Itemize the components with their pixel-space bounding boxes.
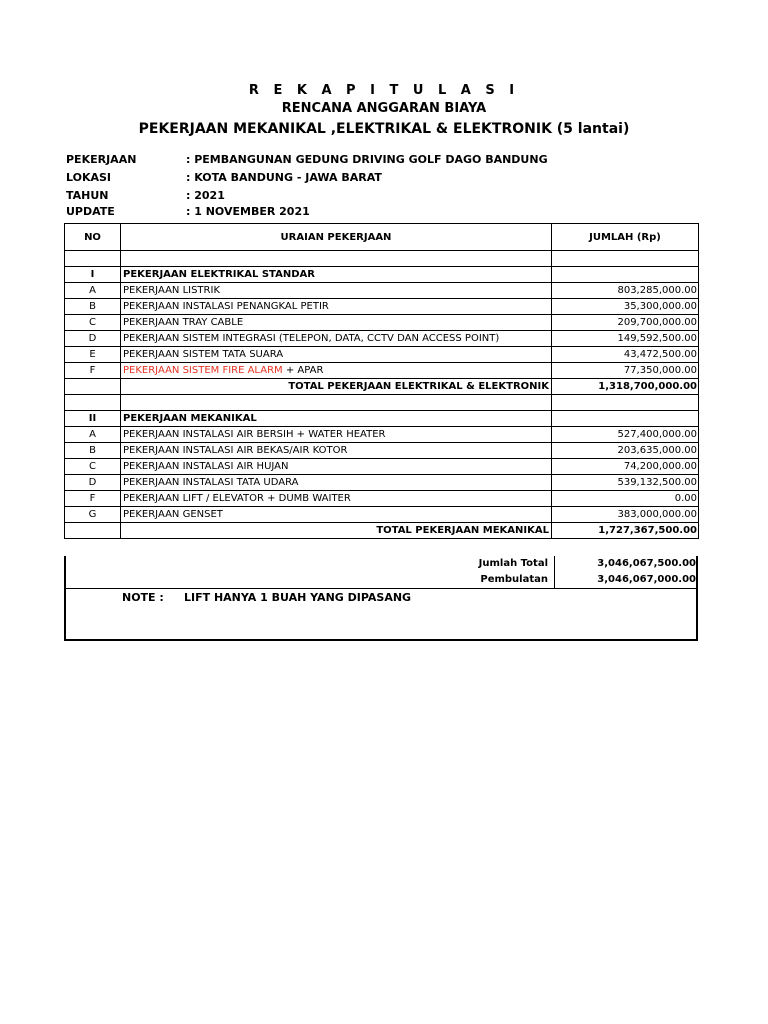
- doc-title-scope: PEKERJAAN MEKANIKAL ,ELEKTRIKAL & ELEKTRONIK (5 lantai): [138, 121, 630, 137]
- info-label: UPDATE: [66, 205, 115, 218]
- table-row: [65, 315, 699, 331]
- row-desc: PEKERJAAN LISTRIK: [121, 283, 552, 299]
- summary-row-pembulatan: [66, 572, 696, 588]
- row-no: C: [65, 315, 121, 331]
- table-header-row: [65, 224, 699, 251]
- row-desc-rest: + APAR: [282, 365, 324, 376]
- doc-title-rab: RENCANA ANGGARAN BIAYA: [281, 101, 487, 116]
- pembulatan-label: Pembulatan: [480, 574, 548, 585]
- table-row: [65, 475, 699, 491]
- note-text: LIFT HANYA 1 BUAH YANG DIPASANG: [184, 591, 412, 604]
- table-row: [65, 491, 699, 507]
- table-row: [65, 443, 699, 459]
- section-title: PEKERJAAN MEKANIKAL: [121, 411, 552, 427]
- row-amount: 527,400,000.00: [552, 427, 699, 443]
- row-no: E: [65, 347, 121, 363]
- row-desc: PEKERJAAN INSTALASI AIR BEKAS/AIR KOTOR: [121, 443, 552, 459]
- table-row: [65, 283, 699, 299]
- table-row: [65, 347, 699, 363]
- total-label: TOTAL PEKERJAAN MEKANIKAL: [121, 523, 552, 539]
- section-row-elektrikal: [65, 267, 699, 283]
- info-value: : PEMBANGUNAN GEDUNG DRIVING GOLF DAGO BANDUNG: [186, 153, 548, 166]
- row-amount: 383,000,000.00: [552, 507, 699, 523]
- summary-box: [64, 556, 698, 589]
- row-amount: 74,200,000.00: [552, 459, 699, 475]
- row-no: D: [65, 331, 121, 347]
- total-row-mekanikal: [65, 523, 699, 539]
- row-amount: 203,635,000.00: [552, 443, 699, 459]
- section-no: II: [65, 411, 121, 427]
- row-amount: 149,592,500.00: [552, 331, 699, 347]
- rab-table: [64, 223, 699, 539]
- row-no: B: [65, 443, 121, 459]
- row-desc-highlight: PEKERJAAN SISTEM FIRE ALARM: [123, 365, 283, 376]
- row-desc: PEKERJAAN INSTALASI PENANGKAL PETIR: [121, 299, 552, 315]
- total-row-elektrikal: [65, 379, 699, 395]
- row-desc: PEKERJAAN SISTEM INTEGRASI (TELEPON, DATA, CCTV DAN ACCESS POINT): [121, 331, 552, 347]
- row-no: F: [65, 363, 121, 379]
- table-row-fire-alarm: [65, 363, 699, 379]
- row-amount: 539,132,500.00: [552, 475, 699, 491]
- row-desc: PEKERJAAN SISTEM TATA SUARA: [121, 347, 552, 363]
- pembulatan-amount: 3,046,067,000.00: [597, 574, 696, 585]
- spacer-row: [65, 251, 699, 267]
- row-no: B: [65, 299, 121, 315]
- info-label: LOKASI: [66, 171, 112, 184]
- doc-title-rekapitulasi: R E K A P I T U L A S I: [248, 83, 520, 98]
- row-desc: PEKERJAAN GENSET: [121, 507, 552, 523]
- spacer-row: [65, 395, 699, 411]
- table-row: [65, 459, 699, 475]
- note-label: NOTE :: [122, 591, 164, 604]
- summary-row-jumlah: [66, 556, 696, 572]
- row-amount: 0.00: [552, 491, 699, 507]
- table-row: [65, 507, 699, 523]
- section-title: PEKERJAAN ELEKTRIKAL STANDAR: [121, 267, 552, 283]
- total-label: TOTAL PEKERJAAN ELEKTRIKAL & ELEKTRONIK: [121, 379, 552, 395]
- header-uraian: URAIAN PEKERJAAN: [121, 224, 552, 251]
- row-no: F: [65, 491, 121, 507]
- row-amount: 77,350,000.00: [552, 363, 699, 379]
- info-label: TAHUN: [66, 189, 109, 202]
- info-value: : KOTA BANDUNG - JAWA BARAT: [186, 171, 382, 184]
- header-jumlah: JUMLAH (Rp): [552, 224, 699, 251]
- row-desc: PEKERJAAN INSTALASI AIR HUJAN: [121, 459, 552, 475]
- row-amount: 803,285,000.00: [552, 283, 699, 299]
- row-desc: [121, 363, 552, 379]
- total-amount: 1,727,367,500.00: [552, 523, 699, 539]
- info-label: PEKERJAAN: [66, 153, 137, 166]
- row-no: D: [65, 475, 121, 491]
- table-row: [65, 299, 699, 315]
- jumlah-total-label: Jumlah Total: [478, 558, 548, 569]
- row-desc: PEKERJAAN INSTALASI TATA UDARA: [121, 475, 552, 491]
- jumlah-total-amount: 3,046,067,500.00: [597, 558, 696, 569]
- table-row: [65, 427, 699, 443]
- row-amount: 209,700,000.00: [552, 315, 699, 331]
- table-row: [65, 331, 699, 347]
- row-amount: 43,472,500.00: [552, 347, 699, 363]
- row-no: C: [65, 459, 121, 475]
- info-value: : 1 NOVEMBER 2021: [186, 205, 310, 218]
- row-no: G: [65, 507, 121, 523]
- section-no: I: [65, 267, 121, 283]
- section-row-mekanikal: [65, 411, 699, 427]
- row-no: A: [65, 427, 121, 443]
- info-value: : 2021: [186, 189, 225, 202]
- row-no: A: [65, 283, 121, 299]
- row-desc: PEKERJAAN LIFT / ELEVATOR + DUMB WAITER: [121, 491, 552, 507]
- row-desc: PEKERJAAN INSTALASI AIR BERSIH + WATER HEATER: [121, 427, 552, 443]
- note-box: [64, 588, 698, 641]
- header-no: NO: [65, 224, 121, 251]
- row-desc: PEKERJAAN TRAY CABLE: [121, 315, 552, 331]
- row-amount: 35,300,000.00: [552, 299, 699, 315]
- total-amount: 1,318,700,000.00: [552, 379, 699, 395]
